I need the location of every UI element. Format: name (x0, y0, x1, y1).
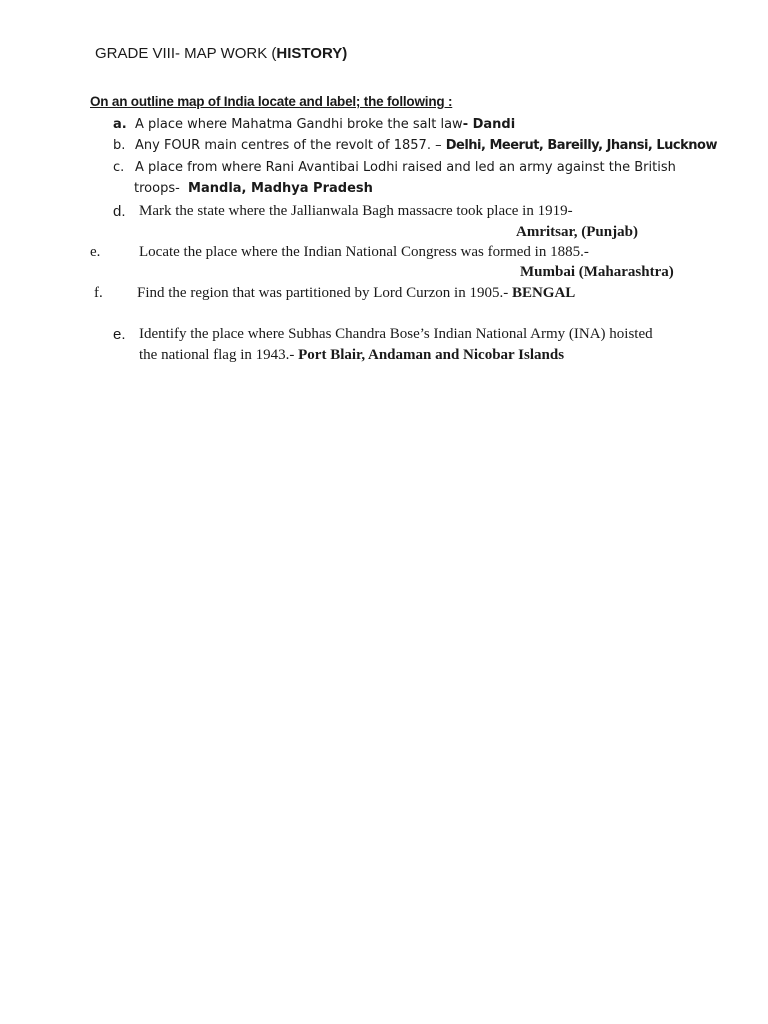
item-c-marker: c. (113, 160, 125, 175)
item-e-answer: Mumbai (Maharashtra) (520, 264, 674, 280)
item-e2-marker: e. (113, 326, 126, 343)
title-text: GRADE VIII- MAP WORK ( (95, 45, 277, 62)
item-a (135, 117, 515, 132)
item-c-line2 (134, 181, 373, 196)
item-c-answer: Mandla, Madhya Pradesh (188, 181, 373, 196)
item-f-text: Find the region that was partitioned by Lord Curzon in 1905.- (137, 285, 512, 301)
item-f-answer: BENGAL (511, 285, 576, 301)
item-a-answer: - Dandi (462, 117, 516, 132)
item-e2-text2: the national flag in 1943.- (139, 347, 299, 363)
title-bold-text: HISTORY) (276, 45, 348, 62)
item-e2-answer: Port Blair, Andaman and Nicobar Islands (298, 347, 565, 363)
item-e-text: Locate the place where the Indian National Congress was formed in 1885.- (139, 244, 589, 260)
item-e-marker: e. (90, 244, 101, 260)
item-e2-line2 (139, 347, 564, 364)
item-d-answer: Amritsar, (Punjab) (516, 224, 638, 240)
item-d-marker: d. (113, 203, 126, 220)
item-e2-text: Identify the place where Subhas Chandra Bose’s Indian National Army (INA) hoisted (139, 326, 653, 342)
item-b-text: Any FOUR main centres of the revolt of 1857. – (135, 138, 446, 153)
item-a-text: A place where Mahatma Gandhi broke the salt law (135, 117, 463, 132)
item-f-marker: f. (94, 285, 103, 301)
item-c-text: A place from where Rani Avantibai Lodhi raised and led an army against the British (135, 160, 676, 175)
item-b-answer: Delhi, Meerut, Bareilly, Jhansi, Lucknow (445, 138, 717, 153)
page-title (95, 45, 347, 62)
item-b (135, 138, 717, 153)
item-b-marker: b. (113, 138, 126, 153)
instruction-heading: On an outline map of India locate and label; the following : (90, 94, 453, 109)
item-f (137, 285, 575, 302)
item-c-text2: troops- (134, 181, 180, 196)
item-d-text: Mark the state where the Jallianwala Bagh massacre took place in 1919- (139, 203, 573, 219)
item-a-marker: a. (113, 117, 127, 132)
